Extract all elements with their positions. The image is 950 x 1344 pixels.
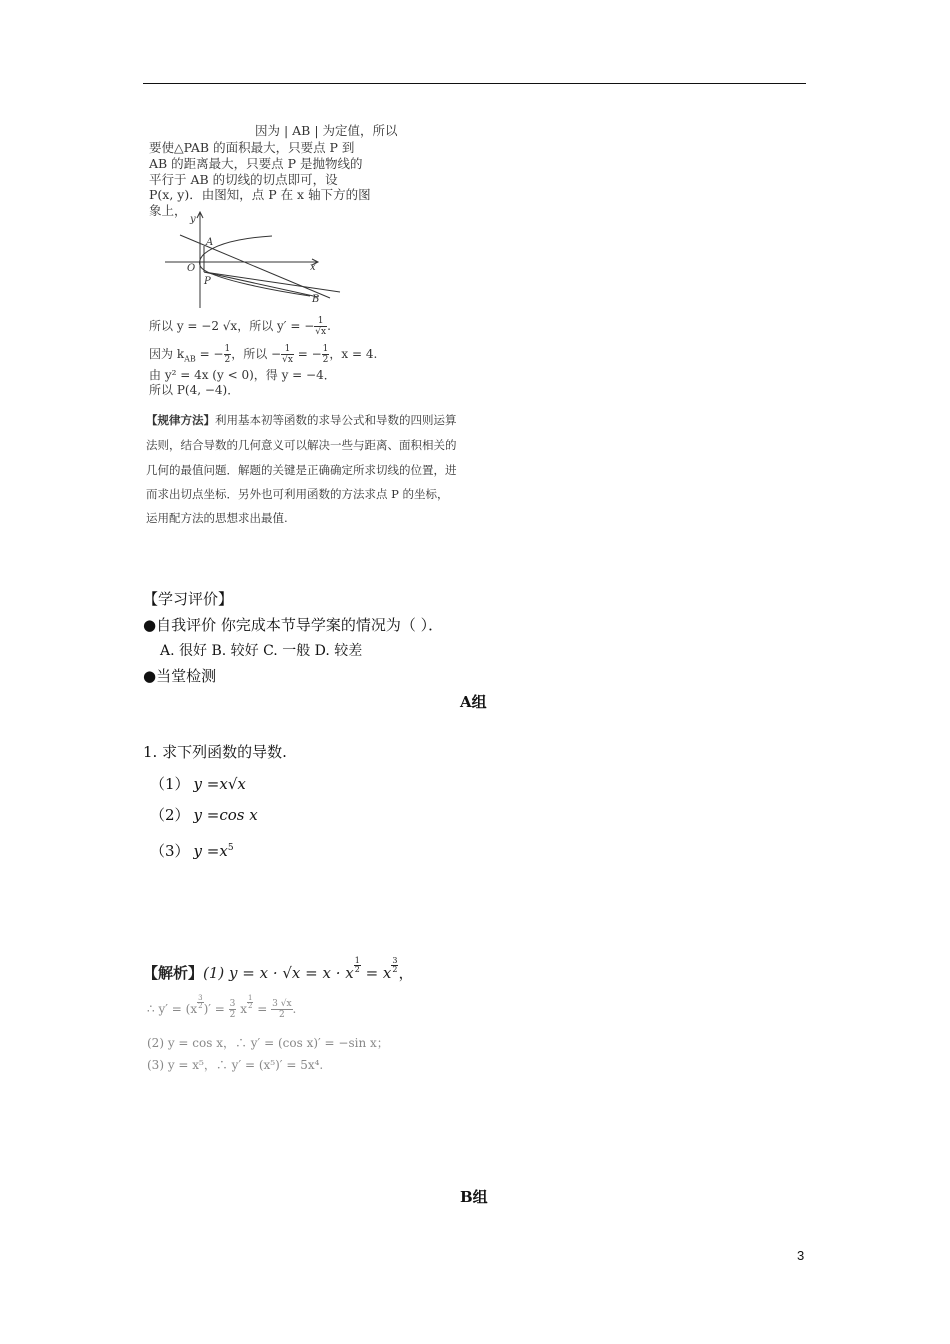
check-heading: ●当堂检测 bbox=[143, 667, 217, 685]
question-part-1: （1） y =x√x bbox=[150, 775, 246, 793]
scan-line: P(x, y)．由图知，点 P 在 x 轴下方的图 bbox=[149, 187, 371, 202]
scan-line: 象上， bbox=[149, 203, 187, 218]
graph-label-x: x bbox=[310, 262, 316, 273]
question-part-2: （2） y =cos x bbox=[150, 806, 258, 824]
scan-eq2: 因为 $k_{AB}$ = − $\frac{1}{2}$ ，所以 − $\frac{1}{√x}$ = − $\frac{1}{2}$ ，x = 4. bbox=[149, 344, 378, 365]
graph-label-b: B bbox=[312, 294, 320, 305]
graph-label-origin: O bbox=[187, 263, 196, 274]
solution-line-1: 【解析】(1) y = x · √x = x · x $\frac{1}{2}$ = x $\frac{3}{2}$ ， bbox=[143, 956, 414, 982]
solution-tag: 【解析】 bbox=[143, 964, 204, 982]
eval-heading: 【学习评价】 bbox=[143, 590, 234, 608]
method-line: 运用配方法的思想求出最值. bbox=[146, 511, 288, 525]
solution-line-3: (2) y = cos x，∴ y′ = (cos x)′ = −sin x； bbox=[147, 1036, 389, 1050]
graph-label-a: A bbox=[206, 237, 214, 248]
method-line: 【规律方法】利用基本初等函数的求导公式和导数的四则运算 bbox=[146, 413, 457, 427]
graph-label-p: P bbox=[204, 276, 211, 287]
question-part-3: （3） $y =x^5$ bbox=[150, 842, 234, 860]
scan-line: 要使△PAB 的面积最大，只要点 P 到 bbox=[149, 140, 355, 155]
scan-eq3: 由 y² = 4x (y < 0)，得 y = −4． bbox=[149, 368, 336, 382]
parabola-diagram bbox=[160, 208, 350, 308]
method-line: 几何的最值问题．解题的关键是正确确定所求切线的位置，进 bbox=[146, 463, 457, 477]
page-number: 3 bbox=[797, 1248, 805, 1263]
scan-eq1: 所以 y = −2 √x，所以 y′ = − $\frac{1}{√x}$ . bbox=[149, 316, 331, 337]
graph-label-y: y bbox=[190, 214, 196, 225]
method-tag: 【规律方法】 bbox=[146, 413, 215, 427]
method-line: 法则，结合导数的几何意义可以解决一些与距离、面积相关的 bbox=[146, 438, 457, 452]
eval-options: A. 很好 B. 较好 C. 一般 D. 较差 bbox=[160, 643, 363, 659]
group-b-title: B组 bbox=[460, 1188, 488, 1206]
scan-line: AB 的距离最大，只要点 P 是抛物线的 bbox=[149, 156, 363, 171]
group-a-title: A组 bbox=[460, 693, 487, 711]
scan-line: 平行于 AB 的切线的切点即可，设 bbox=[149, 172, 338, 187]
method-line: 而求出切点坐标．另外也可利用函数的方法求点 P 的坐标， bbox=[146, 487, 449, 501]
solution-line-4: (3) y = x⁵，∴ y′ = (x⁵)′ = 5x⁴. bbox=[147, 1058, 324, 1072]
scan-line: 因为 | AB | 为定值，所以 bbox=[255, 123, 398, 138]
scan-eq4: 所以 P(4, −4)． bbox=[149, 383, 240, 397]
self-eval: ●自我评价 你完成本节导学案的情况为（ ）． bbox=[143, 616, 444, 634]
question-stem: 1. 求下列函数的导数. bbox=[143, 743, 287, 761]
header-rule bbox=[143, 83, 806, 84]
solution-line-2: ∴ y′ = (x $\frac{3}{2}$ )′ = $\frac{3}{2}$ x $\frac{1}{2}$ = $\frac{3 √x}{2}$ . bbox=[147, 994, 297, 1020]
